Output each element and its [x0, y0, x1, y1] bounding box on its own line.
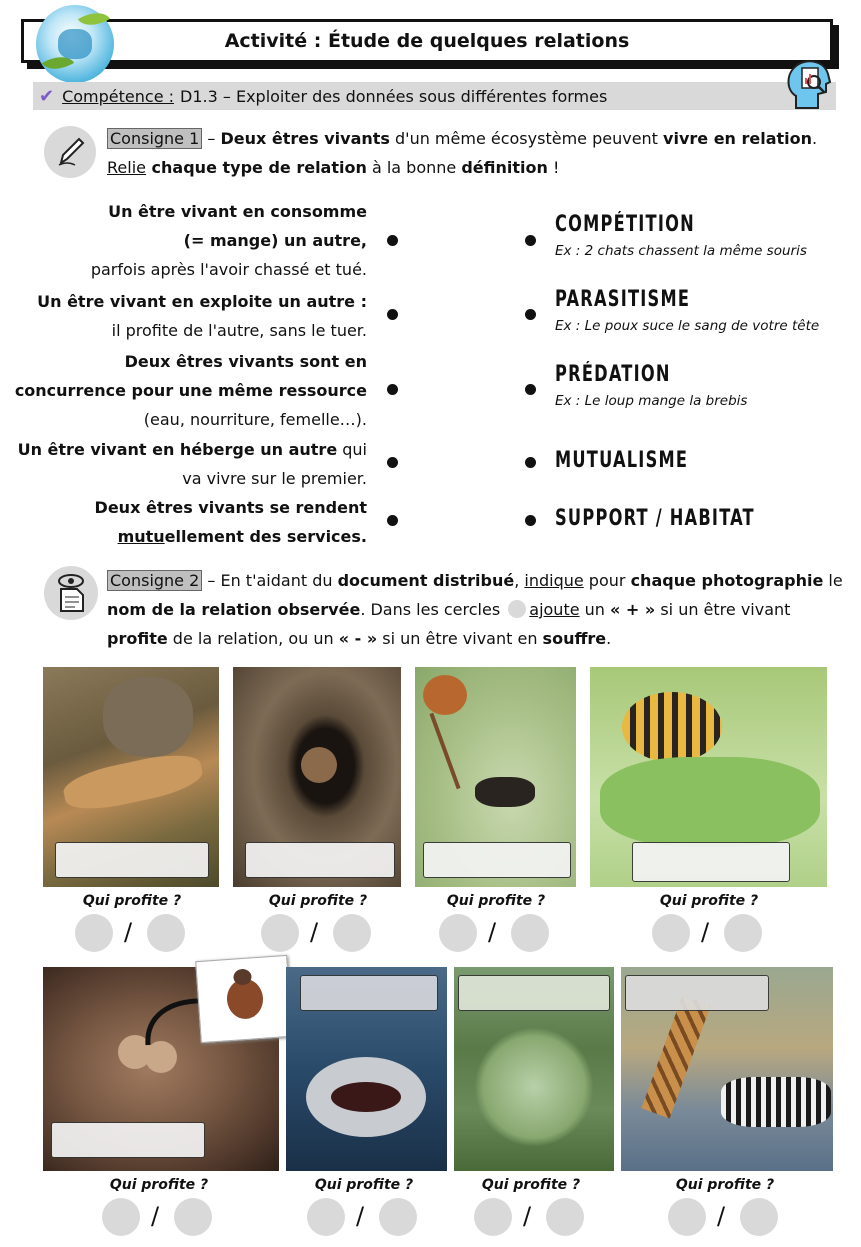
photo-ant-fungus	[415, 667, 576, 887]
caption-3: Qui profite ?	[446, 893, 546, 909]
relation-competition: COMPÉTITION Ex : 2 chats chassent la même souris	[555, 212, 807, 259]
definition-5: Deux êtres vivants se rendent mutuellement des services.	[94, 498, 367, 546]
globe-logo-icon	[36, 5, 114, 83]
relation-predation: PRÉDATION Ex : Le loup mange la brebis	[555, 362, 748, 409]
answer-circle-6a[interactable]	[307, 1198, 345, 1236]
answer-box-8[interactable]	[625, 975, 769, 1011]
relation-parasitisme: PARASITISME Ex : Le poux suce le sang de votre tête	[555, 287, 820, 334]
page-title	[21, 19, 833, 63]
answer-circle-8a[interactable]	[668, 1198, 706, 1236]
caption-4: Qui profite ?	[659, 893, 759, 909]
check-icon: ✔	[39, 85, 55, 107]
consigne1-text: Consigne 1 – Deux êtres vivants d'un même écosystème peuvent vivre en relation. Relie chaque type de relation à la bonne définition !	[107, 129, 818, 177]
slash-4: /	[701, 918, 710, 946]
slash-1: /	[124, 918, 133, 946]
answer-circle-2b[interactable]	[333, 914, 371, 952]
caption-1: Qui profite ?	[82, 893, 182, 909]
answer-circle-6b[interactable]	[379, 1198, 417, 1236]
competence-label: Compétence :	[62, 86, 175, 106]
slash-8: /	[717, 1202, 726, 1230]
left-dot-2[interactable]	[387, 309, 398, 320]
slash-6: /	[356, 1202, 365, 1230]
right-dot-1[interactable]	[525, 235, 536, 246]
answer-box-5[interactable]	[51, 1122, 205, 1158]
answer-circle-1b[interactable]	[147, 914, 185, 952]
right-dot-2[interactable]	[525, 309, 536, 320]
caption-2: Qui profite ?	[268, 893, 368, 909]
consigne1-tag: Consigne 1	[107, 128, 202, 149]
answer-circle-3b[interactable]	[511, 914, 549, 952]
photo-lichen	[454, 967, 614, 1171]
right-dot-5[interactable]	[525, 515, 536, 526]
photo-hyena	[43, 667, 219, 887]
answer-circle-4b[interactable]	[724, 914, 762, 952]
answer-box-2[interactable]	[245, 842, 395, 878]
left-dot-3[interactable]	[387, 384, 398, 395]
answer-box-1[interactable]	[55, 842, 209, 878]
photo-beetle	[590, 667, 827, 887]
definition-4: Un être vivant en héberge un autre qui va vivre sur le premier.	[17, 440, 367, 488]
definition-2: Un être vivant en exploite un autre : il profite de l'autre, sans le tuer.	[37, 292, 367, 340]
caption-7: Qui profite ?	[481, 1177, 581, 1193]
tick-inset-photo	[195, 955, 292, 1043]
right-dot-4[interactable]	[525, 457, 536, 468]
consigne2-text: Consigne 2 – En t'aidant du document distribué, indique pour chaque photographie le nom de la relation observée. Dans les cercles ajoute un « + » si un être vivant profite de la relation, ou un « - » si un être vivant en souffre.	[107, 571, 843, 648]
answer-circle-2a[interactable]	[261, 914, 299, 952]
slash-5: /	[151, 1202, 160, 1230]
photo-squirrel	[233, 667, 401, 887]
answer-circle-3a[interactable]	[439, 914, 477, 952]
relation-mutualisme: MUTUALISME	[555, 448, 689, 473]
competence-bar	[33, 82, 836, 110]
circle-sample-icon	[508, 600, 526, 618]
photo-giraffe-zebras	[621, 967, 833, 1171]
photo-shark	[286, 967, 447, 1171]
answer-box-4[interactable]	[632, 842, 790, 882]
head-analysis-icon	[782, 56, 834, 110]
caption-6: Qui profite ?	[314, 1177, 414, 1193]
answer-circle-1a[interactable]	[75, 914, 113, 952]
definition-3: Deux êtres vivants sont en concurrence pour une même ressource (eau, nourriture, femelle…).	[14, 352, 367, 429]
slash-2: /	[310, 918, 319, 946]
answer-circle-7a[interactable]	[474, 1198, 512, 1236]
answer-circle-7b[interactable]	[546, 1198, 584, 1236]
relation-support-habitat: SUPPORT / HABITAT	[555, 506, 755, 531]
answer-circle-5b[interactable]	[174, 1198, 212, 1236]
caption-8: Qui profite ?	[675, 1177, 775, 1193]
definition-1: Un être vivant en consomme (= mange) un autre, parfois après l'avoir chassé et tué.	[90, 202, 367, 279]
right-dot-3[interactable]	[525, 384, 536, 395]
slash-7: /	[523, 1202, 532, 1230]
consigne2-tag: Consigne 2	[107, 570, 202, 591]
left-dot-5[interactable]	[387, 515, 398, 526]
page-title-text: Activité : Étude de quelques relations	[224, 30, 630, 52]
answer-box-7[interactable]	[458, 975, 610, 1011]
left-dot-1[interactable]	[387, 235, 398, 246]
caption-5: Qui profite ?	[109, 1177, 209, 1193]
answer-box-3[interactable]	[423, 842, 571, 878]
answer-circle-8b[interactable]	[740, 1198, 778, 1236]
answer-circle-5a[interactable]	[102, 1198, 140, 1236]
answer-box-6[interactable]	[300, 975, 438, 1011]
eye-document-icon	[44, 566, 98, 620]
left-dot-4[interactable]	[387, 457, 398, 468]
pencil-icon	[44, 126, 96, 178]
slash-3: /	[488, 918, 497, 946]
answer-circle-4a[interactable]	[652, 914, 690, 952]
competence-text: D1.3 – Exploiter des données sous différentes formes	[180, 86, 608, 106]
